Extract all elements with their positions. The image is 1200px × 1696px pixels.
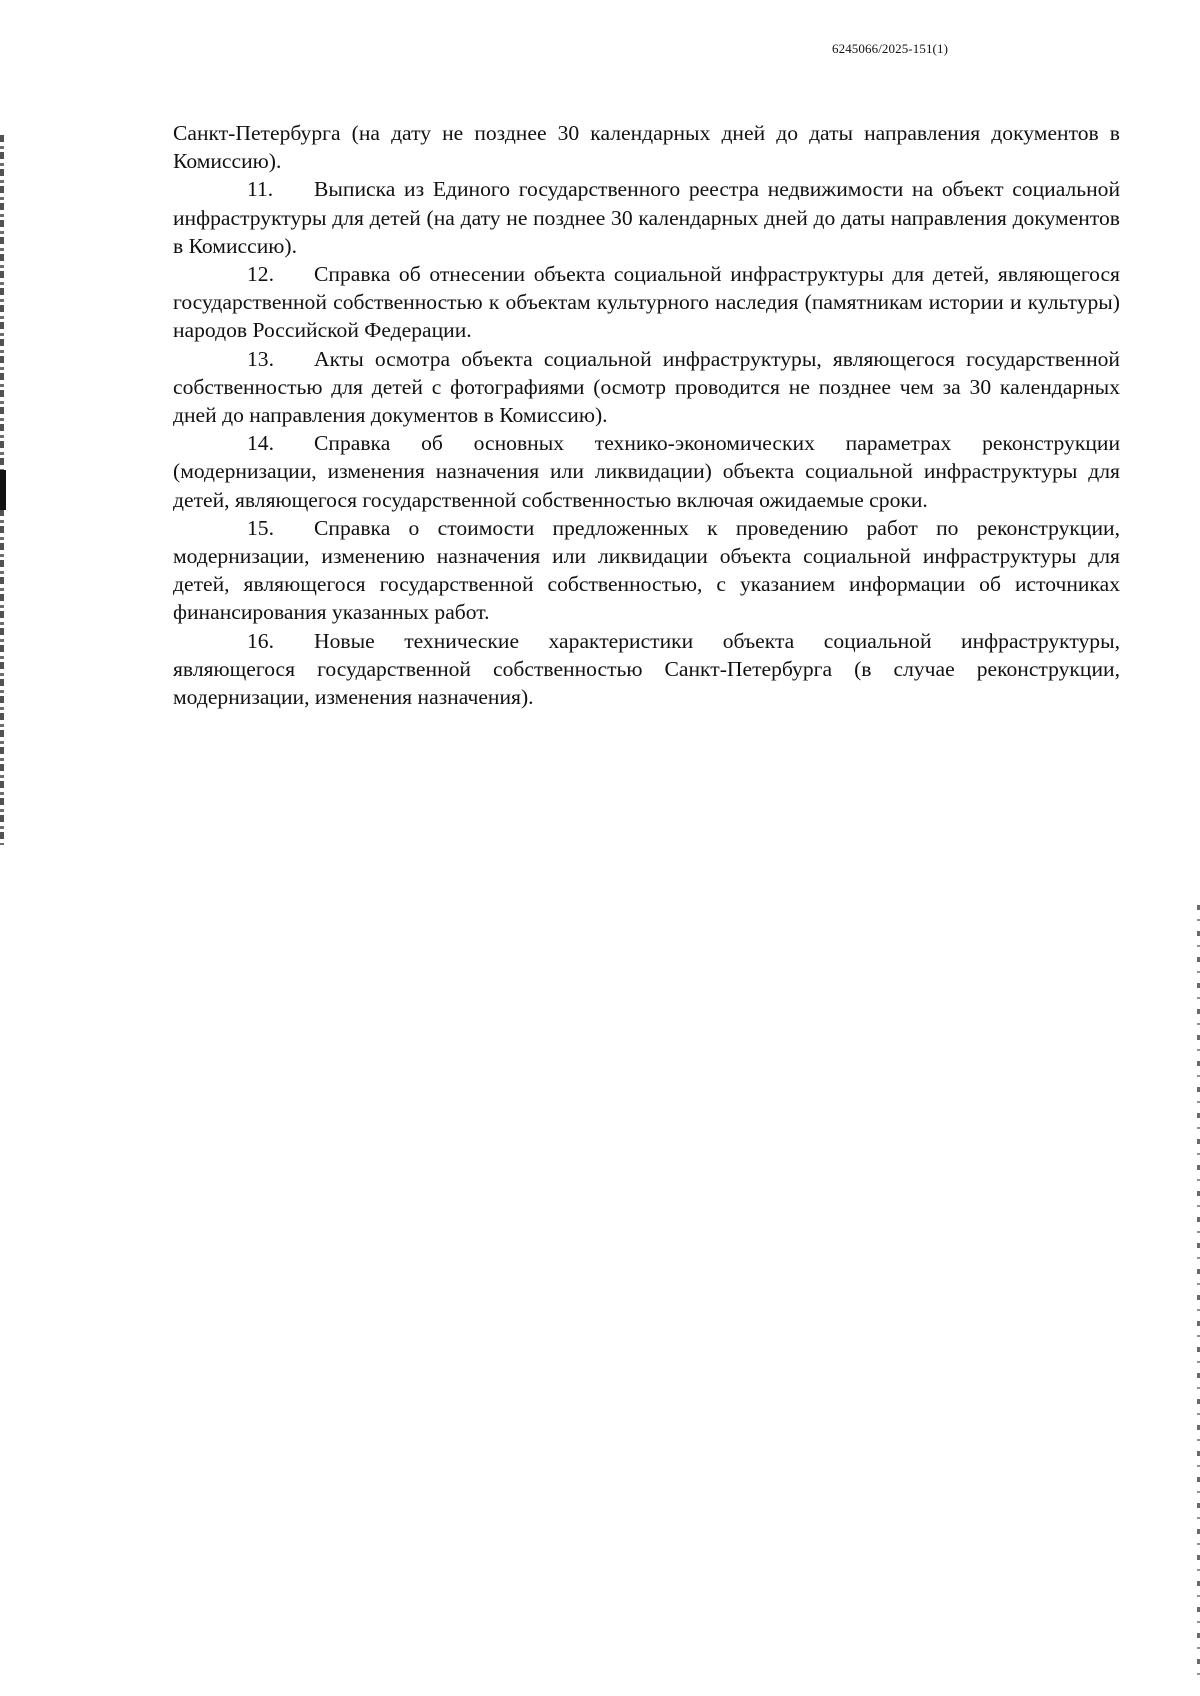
list-item-text: Новые технические характеристики объекта социальной инфраструктуры, являющегося государственной собственностью Санкт-Петербурга (в случае реконструкции, модернизации, изменения назначения). [173, 628, 1120, 710]
list-item-text: Акты осмотра объекта социальной инфраструктуры, являющегося государственной собственностью для детей с фотографиями (осмотр проводится не позднее чем за 30 календарных дней до направления документов в Комиссию). [173, 346, 1120, 428]
list-item-number: 13. [247, 346, 274, 371]
list-item-12 [173, 260, 1120, 345]
list-item-number: 14. [247, 431, 274, 456]
list-item-number: 12. [247, 262, 274, 287]
list-item-15 [173, 514, 1120, 627]
paragraph-continuation [173, 119, 1120, 175]
list-item-14 [173, 429, 1120, 514]
scan-artifact-left-mark [0, 470, 6, 510]
document-number: 6245066/2025-151(1) [832, 41, 948, 56]
paragraph-text: Санкт-Петербурга (на дату не позднее 30 календарных дней до даты направления документов в Комиссию). [173, 121, 1120, 174]
list-item-text: Справка об основных технико-экономических параметрах реконструкции (модернизации, изменения назначения или ликвидации) объекта социальной инфраструктуры для детей, являющегося государственной собственностью включая ожидаемые сроки. [173, 431, 1120, 512]
list-item-text: Справка об отнесении объекта социальной инфраструктуры для детей, являющегося государственной собственностью к объектам культурного наследия (памятникам истории и культуры) народов Российской Федерации. [173, 262, 1120, 343]
document-body [173, 119, 1120, 711]
list-item-13 [173, 345, 1120, 430]
list-item-text: Выписка из Единого государственного реестра недвижимости на объект социальной инфраструктуры для детей (на дату не позднее 30 календарных дней до даты направления документов в Комиссию). [173, 177, 1120, 258]
list-item-16 [173, 627, 1120, 712]
list-item-text: Справка о стоимости предложенных к проведению работ по реконструкции, модернизации, изменению назначения или ликвидации объекта социальной инфраструктуры для детей, являющегося государственной собственностью, с указанием информации об источниках финансирования указанных работ. [173, 515, 1120, 625]
list-item-number: 15. [247, 515, 274, 540]
list-item-number: 16. [247, 628, 274, 653]
list-item-number: 11. [247, 177, 274, 202]
list-item-11 [173, 175, 1120, 260]
